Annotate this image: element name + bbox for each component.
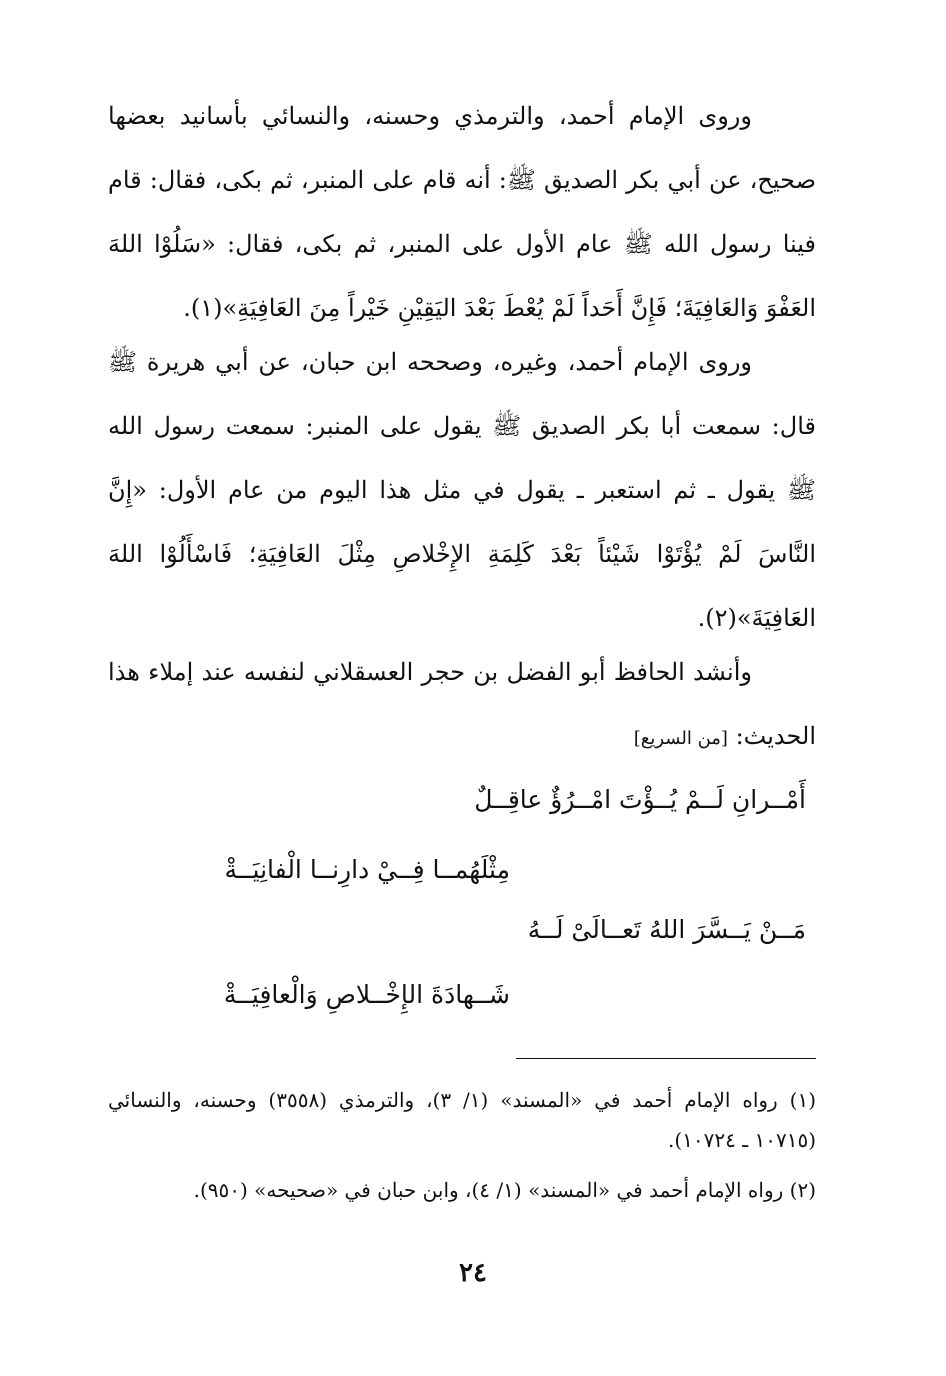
poem-verse-2-second-hemistich: شَــهادَةَ الإِخْــلاصِ وَالْعافِيَــةْ — [223, 980, 510, 1009]
poem-verse-1-second-hemistich: مِثْلَهُمــا فِــيْ دارِنــا الْفانِيَــةْ — [224, 855, 510, 884]
paragraph-text: وروى الإمام أحمد، وغيره، وصححه ابن حبان، عن أبي هريرة ﷺ قال: سمعت أبا بكر الصديق ﷺ يقول على المنبر: سمعت رسول الله ﷺ يقول ـ ثم استعبر ـ يقول في مثل هذا اليوم من عام الأول: «إِنَّ النَّاسَ لَمْ يُؤْتَوْا شَيْئاً بَعْدَ كَلِمَةِ الإِخْلاصِ مِثْلَ العَافِيَةِ؛ فَاسْأَلُوْا اللهَ العَافِيَةَ»(٢). — [108, 348, 816, 632]
poem-verse-1-first-hemistich: أَمْــرانِ لَــمْ يُــؤْتَ امْــرُؤٌ عاقِــلٌ — [474, 785, 806, 814]
page-number: ٢٤ — [459, 1258, 487, 1288]
footnote-separator — [516, 1058, 816, 1059]
footnotes — [108, 1080, 816, 1220]
paragraph-hadith-2 — [108, 330, 816, 650]
paragraph-text: وروى الإمام أحمد، والترمذي وحسنه، والنسائي بأسانيد بعضها صحيح، عن أبي بكر الصديق ﷺ: أنه قام على المنبر، ثم بكى، فقال: قام فينا رسول الله ﷺ عام الأول على المنبر، ثم بكى، فقال: «سَلُوْا اللهَ العَفْوَ وَالعَافِيَةَ؛ فَإِنَّ أَحَداً لَمْ يُعْطَ بَعْدَ اليَقِيْنِ خَيْراً مِنَ العَافِيَةِ»(١). — [108, 102, 816, 322]
footnote-1: (١) رواه الإمام أحمد في «المسند» (١/ ٣)، والترمذي (٣٥٥٨) وحسنه، والنسائي (١٠٧١٥ ـ ١٠٧٢٤). — [108, 1088, 816, 1152]
paragraph-poem-intro — [108, 640, 816, 771]
poem-meter-label: [من السريع] — [633, 728, 728, 749]
paragraph-text: وأنشد الحافظ أبو الفضل بن حجر العسقلاني لنفسه عند إملاء هذا الحديث: — [108, 658, 816, 750]
footnote-2: (٢) رواه الإمام أحمد في «المسند» (١/ ٤)، وابن حبان في «صحيحه» (٩٥٠). — [193, 1178, 816, 1202]
poem-verse-2-first-hemistich: مَــنْ يَــسَّرَ اللهُ تَعــالَىْ لَــهُ — [527, 915, 806, 944]
paragraph-hadith-1 — [108, 84, 816, 340]
